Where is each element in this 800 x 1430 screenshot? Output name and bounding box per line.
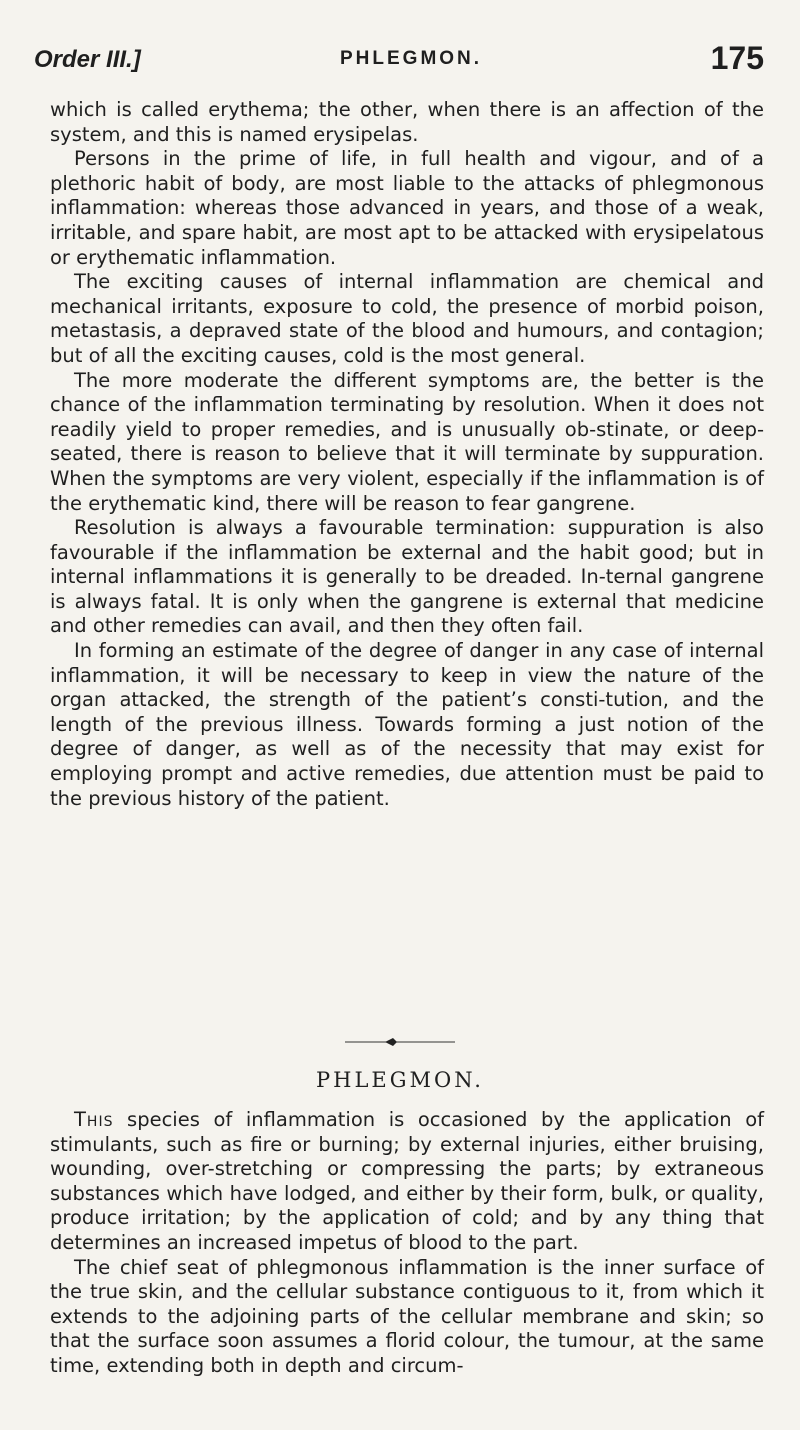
- paragraph: The more moderate the different symptoms are, the better is the chance of the inflammation terminating by resolution. When it does not readily yield to proper remedies, and is unusually ob-stinate, or deep-seated, there is reason to believe that it will terminate by suppuration. When the symptoms are very violent, especially if the inflammation is of the erythematic kind, there will be reason to fear gangrene.: [50, 368, 764, 515]
- section-divider-ornament: [345, 1037, 455, 1047]
- paragraph: [50, 1256, 764, 1379]
- paragraph: In forming an estimate of the degree of danger in any case of internal inflammation, it will be necessary to keep in view the nature of the organ attacked, the strength of the patient’s consti-tution, and the length of the previous illness. Towards forming a just notion of the degree of danger, as well as of the necessity that may exist for employing prompt and active remedies, due attention must be paid to the previous history of the patient.: [50, 639, 764, 810]
- paragraph: which is called erythema; the other, when there is an affection of the system, and this is named erysipelas.: [50, 98, 764, 146]
- body-text: [50, 98, 764, 811]
- paragraph: [50, 1108, 764, 1256]
- section-heading: PHLEGMON.: [316, 1068, 484, 1092]
- running-head-title: PHLEGMON.: [340, 48, 483, 69]
- paragraph: Persons in the prime of life, in full health and vigour, and of a plethoric habit of body, are most liable to the attacks of phlegmonous inflammation: whereas those advanced in years, and those of a weak, irritable, and spare habit, are most apt to be attacked with erysipelatous or erythematic inflammation.: [50, 147, 764, 269]
- section-body-text: [50, 1108, 764, 1379]
- paragraph: The exciting causes of internal inflammation are chemical and mechanical irritants, exposure to cold, the presence of morbid poison, metastasis, a depraved state of the blood and humours, and contagion; but of all the exciting causes, cold is the most general.: [50, 270, 764, 367]
- paragraph-text: The chief seat of phlegmonous inflammation is the inner surface of the true skin, and the cellular substance contiguous to it, from which it extends to the adjoining parts of the cellular membrane and skin; so that the surface soon assumes a florid colour, the tumour, at the same time, extending both in depth and circum-: [50, 1255, 764, 1377]
- running-head: [34, 40, 764, 80]
- paragraph-text: species of inflammation is occasioned by the application of stimulants, such as fire or burning; by external injuries, either bruising, wounding, over-stretching or compressing the parts; by extraneous substances which have lodged, and either by their form, bulk, or quality, produce irritation; by the application of cold; and by any thing that determines an increased impetus of blood to the part.: [50, 1108, 764, 1254]
- running-head-order: Order III.]: [34, 46, 141, 73]
- paragraph-lead: This: [74, 1108, 114, 1131]
- page-number: 175: [710, 40, 764, 76]
- paragraph: Resolution is always a favourable termination: suppuration is also favourable if the inflammation be external and the habit good; but in internal inflammations it is generally to be dreaded. In-ternal gangrene is always fatal. It is only when the gangrene is external that medicine and other remedies can avail, and then they often fail.: [50, 516, 764, 638]
